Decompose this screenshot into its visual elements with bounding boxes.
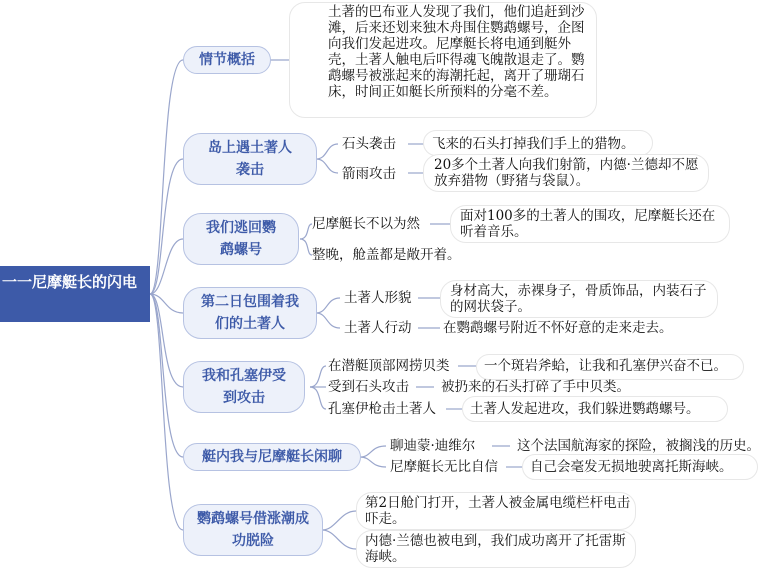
branch-label: 艇内我与尼摩艇长闲聊 <box>202 449 342 465</box>
detail-text: 自己会毫发无损地驶离托斯海峡。 <box>530 459 733 475</box>
sub-item[interactable]: 箭雨攻击 <box>342 166 396 182</box>
sub-item[interactable]: 尼摩艇长不以为然 <box>312 216 420 232</box>
branch-natives-surround[interactable] <box>183 287 317 339</box>
sub-item[interactable]: 聊迪蒙·迪维尔 <box>390 438 476 454</box>
sub-item[interactable]: 内德·兰德也被电到，我们成功离开了托雷斯海峡。 <box>365 533 626 565</box>
detail-text: 面对100多的土著人的围攻，尼摩艇长还在听着音乐。 <box>460 208 716 240</box>
sub-item[interactable]: 受到石头攻击 <box>328 379 409 395</box>
summary-text: 土著的巴布亚人发现了我们，他们追赶到沙滩，后来还划来独木舟围住鹦鹉螺号，企图向我们发起进攻。尼摩艇长将电通到艇外壳，土著人触电后吓得魂飞魄散退走了。鹦鹉螺号被涨起来的海潮托起，离开了珊瑚石床，时间正如艇长所预料的分毫不差。 <box>328 4 585 100</box>
sub-item[interactable]: 石头袭击 <box>342 136 396 152</box>
detail-text: 土著人发起进攻，我们躲进鹦鹉螺号。 <box>470 401 700 417</box>
branch-plot-summary[interactable] <box>183 46 271 74</box>
branch-label: 岛上遇土著人袭击 <box>208 140 292 178</box>
branch-label: 第二日包围着我们的土著人 <box>201 294 299 332</box>
detail-text: 这个法国航海家的探险，被搁浅的历史。 <box>517 438 760 454</box>
sub-item[interactable]: 整晚，舱盖都是敞开着。 <box>312 247 461 263</box>
sub-item[interactable]: 孔塞伊枪击土著人 <box>328 401 436 417</box>
branch-label: 我和孔塞伊受到攻击 <box>202 368 286 406</box>
detail-text: 一个斑岩斧蛤，让我和孔塞伊兴奋不已。 <box>484 358 727 374</box>
branch-label: 鹦鹉螺号借涨潮成功脱险 <box>197 511 309 549</box>
sub-item[interactable]: 第2日舱门打开，土著人被金属电缆栏杆电击吓走。 <box>365 495 631 527</box>
detail-text: 20多个土著人向我们射箭，内德·兰德却不愿放弃猎物（野猪与袋鼠）。 <box>434 157 699 189</box>
root-topic-label: 一一尼摩艇长的闪电 <box>2 273 138 291</box>
detail-text: 身材高大，赤裸身子，骨质饰品，内装石子的网状袋子。 <box>450 283 707 315</box>
sub-item[interactable]: 土著人行动 <box>344 320 412 336</box>
branch-label: 我们逃回鹦鹉螺号 <box>206 220 276 258</box>
branch-chat-with-captain[interactable] <box>183 443 361 471</box>
sub-item[interactable]: 尼摩艇长无比自信 <box>390 459 498 475</box>
detail-text: 在鹦鹉螺号附近不怀好意的走来走去。 <box>443 320 673 336</box>
root-topic[interactable] <box>0 266 150 322</box>
branch-escape-back[interactable] <box>183 213 299 265</box>
branch-escape-success[interactable] <box>183 504 323 556</box>
sub-item[interactable]: 土著人形貌 <box>344 290 412 306</box>
branch-island-attack[interactable] <box>183 133 317 185</box>
sub-item[interactable]: 在潜艇顶部网捞贝类 <box>328 358 450 374</box>
detail-text: 飞来的石头打掉我们手上的猎物。 <box>432 136 635 152</box>
detail-text: 被扔来的石头打碎了手中贝类。 <box>441 379 630 395</box>
branch-label: 情节概括 <box>199 52 255 68</box>
branch-we-attacked[interactable] <box>183 361 305 413</box>
